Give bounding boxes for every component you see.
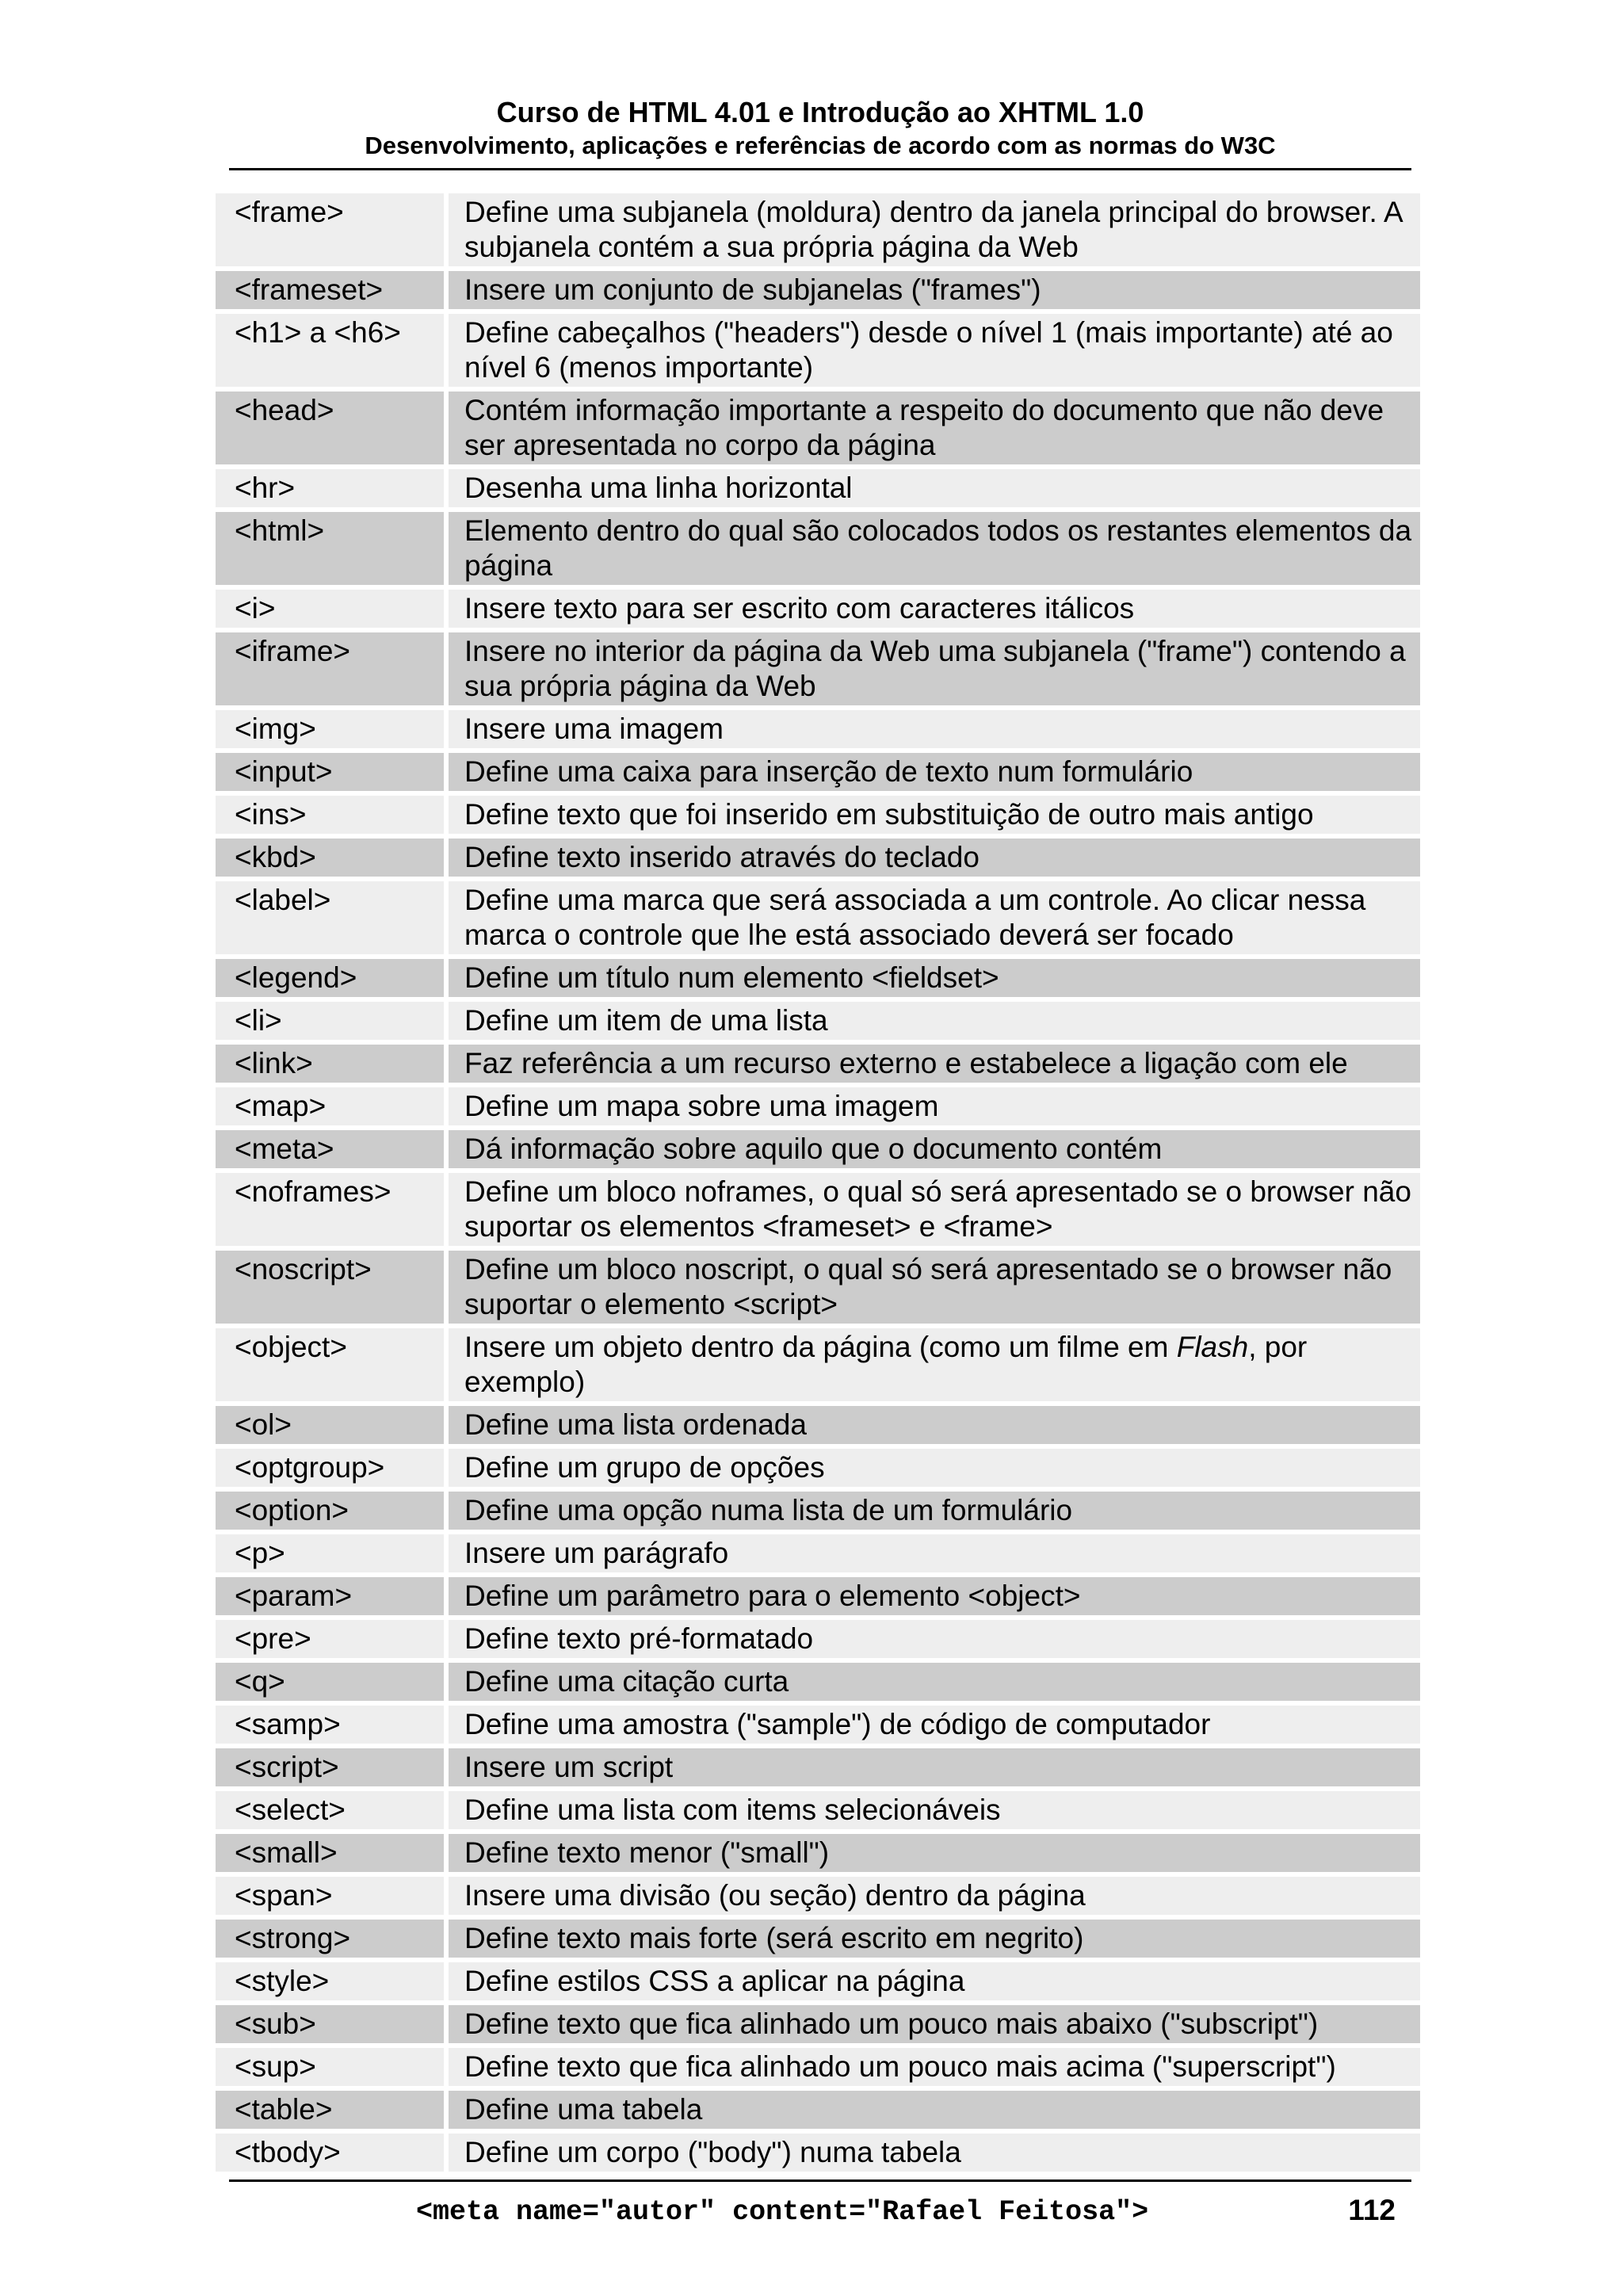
table-row bbox=[216, 632, 1420, 705]
description-cell: Define uma opção numa lista de um formulário bbox=[449, 1492, 1420, 1530]
table-row bbox=[216, 1002, 1420, 1040]
footer-author-meta: <meta name="autor" content="Rafael Feitosa"> bbox=[416, 2196, 1149, 2228]
description-cell: Define uma citação curta bbox=[449, 1663, 1420, 1701]
table-row bbox=[216, 881, 1420, 954]
table-row bbox=[216, 1962, 1420, 2000]
document-title: Curso de HTML 4.01 e Introdução ao XHTML 1.0 bbox=[496, 96, 1144, 128]
table-row bbox=[216, 1492, 1420, 1530]
table-row bbox=[216, 1534, 1420, 1572]
tag-cell: <param> bbox=[216, 1577, 444, 1615]
description-cell: Insere texto para ser escrito com caracteres itálicos bbox=[449, 590, 1420, 628]
tag-cell: <small> bbox=[216, 1834, 444, 1872]
tag-cell: <ol> bbox=[216, 1406, 444, 1444]
tag-cell: <option> bbox=[216, 1492, 444, 1530]
description-cell: Define uma subjanela (moldura) dentro da janela principal do browser. A subjanela contém a sua própria página da Web bbox=[449, 193, 1420, 266]
description-text: , por exemplo) bbox=[464, 1331, 1308, 1398]
table-row bbox=[216, 1577, 1420, 1615]
table-row bbox=[216, 1748, 1420, 1786]
description-cell: Define um mapa sobre uma imagem bbox=[449, 1087, 1420, 1125]
description-cell: Define texto mais forte (será escrito em negrito) bbox=[449, 1920, 1420, 1958]
description-cell: Define uma caixa para inserção de texto num formulário bbox=[449, 753, 1420, 791]
tag-cell: <span> bbox=[216, 1877, 444, 1915]
tag-cell: <select> bbox=[216, 1791, 444, 1829]
description-cell: Define estilos CSS a aplicar na página bbox=[449, 1962, 1420, 2000]
tag-cell: <pre> bbox=[216, 1620, 444, 1658]
description-cell: Define um bloco noscript, o qual só será apresentado se o browser não suportar o elemento <script> bbox=[449, 1251, 1420, 1324]
tag-cell: <script> bbox=[216, 1748, 444, 1786]
tag-cell: <optgroup> bbox=[216, 1449, 444, 1487]
table-row bbox=[216, 710, 1420, 748]
table-row bbox=[216, 1130, 1420, 1168]
tag-cell: <tbody> bbox=[216, 2134, 444, 2172]
tag-cell: <strong> bbox=[216, 1920, 444, 1958]
tag-cell: <frame> bbox=[216, 193, 444, 266]
page-footer bbox=[229, 2179, 1411, 2229]
tag-cell: <map> bbox=[216, 1087, 444, 1125]
description-cell: Define uma lista com items selecionáveis bbox=[449, 1791, 1420, 1829]
description-cell: Define um parâmetro para o elemento <object> bbox=[449, 1577, 1420, 1615]
page-header bbox=[229, 95, 1411, 170]
tag-cell: <noframes> bbox=[216, 1173, 444, 1246]
tag-cell: <noscript> bbox=[216, 1251, 444, 1324]
table-row bbox=[216, 959, 1420, 997]
table-row bbox=[216, 392, 1420, 464]
description-cell bbox=[449, 1328, 1420, 1401]
page-number: 112 bbox=[1348, 2194, 1396, 2226]
table-row bbox=[216, 2048, 1420, 2086]
tag-cell: <html> bbox=[216, 512, 444, 585]
description-cell: Insere um parágrafo bbox=[449, 1534, 1420, 1572]
description-cell: Define uma lista ordenada bbox=[449, 1406, 1420, 1444]
table-row bbox=[216, 1791, 1420, 1829]
description-cell: Define texto menor ("small") bbox=[449, 1834, 1420, 1872]
tag-cell: <label> bbox=[216, 881, 444, 954]
table-row bbox=[216, 590, 1420, 628]
tag-cell: <object> bbox=[216, 1328, 444, 1401]
description-cell: Insere uma imagem bbox=[449, 710, 1420, 748]
description-cell: Contém informação importante a respeito do documento que não deve ser apresentada no corpo da página bbox=[449, 392, 1420, 464]
description-cell: Faz referência a um recurso externo e estabelece a ligação com ele bbox=[449, 1045, 1420, 1083]
description-cell: Define uma amostra ("sample") de código de computador bbox=[449, 1706, 1420, 1744]
description-cell: Insere um conjunto de subjanelas ("frames") bbox=[449, 271, 1420, 309]
table-row bbox=[216, 314, 1420, 387]
tag-cell: <img> bbox=[216, 710, 444, 748]
tag-cell: <meta> bbox=[216, 1130, 444, 1168]
tag-cell: <sup> bbox=[216, 2048, 444, 2086]
tag-cell: <frameset> bbox=[216, 271, 444, 309]
table-row bbox=[216, 1251, 1420, 1324]
description-cell: Dá informação sobre aquilo que o documento contém bbox=[449, 1130, 1420, 1168]
description-cell: Insere uma divisão (ou seção) dentro da página bbox=[449, 1877, 1420, 1915]
tag-cell: <sub> bbox=[216, 2005, 444, 2043]
description-cell: Define um corpo ("body") numa tabela bbox=[449, 2134, 1420, 2172]
table-row bbox=[216, 271, 1420, 309]
table-row bbox=[216, 1620, 1420, 1658]
description-cell: Define texto inserido através do teclado bbox=[449, 839, 1420, 877]
tag-cell: <style> bbox=[216, 1962, 444, 2000]
tag-cell: <input> bbox=[216, 753, 444, 791]
description-cell: Define uma marca que será associada a um controle. Ao clicar nessa marca o controle que lhe está associado deverá ser focado bbox=[449, 881, 1420, 954]
table-row bbox=[216, 2091, 1420, 2129]
description-cell: Define uma tabela bbox=[449, 2091, 1420, 2129]
description-cell: Define um bloco noframes, o qual só será apresentado se o browser não suportar os elementos <frameset> e <frame> bbox=[449, 1173, 1420, 1246]
tag-cell: <link> bbox=[216, 1045, 444, 1083]
tag-cell: <ins> bbox=[216, 796, 444, 834]
description-cell: Define cabeçalhos ("headers") desde o nível 1 (mais importante) até ao nível 6 (menos importante) bbox=[449, 314, 1420, 387]
table-row bbox=[216, 1173, 1420, 1246]
tag-cell: <hr> bbox=[216, 469, 444, 507]
table-row bbox=[216, 1834, 1420, 1872]
description-cell: Define texto que fica alinhado um pouco mais abaixo ("subscript") bbox=[449, 2005, 1420, 2043]
tag-cell: <kbd> bbox=[216, 839, 444, 877]
table-row bbox=[216, 1087, 1420, 1125]
description-cell: Define texto que fica alinhado um pouco mais acima ("superscript") bbox=[449, 2048, 1420, 2086]
description-cell: Elemento dentro do qual são colocados todos os restantes elementos da página bbox=[449, 512, 1420, 585]
description-cell: Define um grupo de opções bbox=[449, 1449, 1420, 1487]
table-row bbox=[216, 1706, 1420, 1744]
description-cell: Define um título num elemento <fieldset> bbox=[449, 959, 1420, 997]
table-row bbox=[216, 2134, 1420, 2172]
table-row bbox=[216, 839, 1420, 877]
table-row bbox=[216, 1877, 1420, 1915]
table-row bbox=[216, 753, 1420, 791]
description-cell: Define texto que foi inserido em substituição de outro mais antigo bbox=[449, 796, 1420, 834]
tag-cell: <h1> a <h6> bbox=[216, 314, 444, 387]
description-cell: Insere no interior da página da Web uma subjanela ("frame") contendo a sua própria página da Web bbox=[449, 632, 1420, 705]
document-subtitle: Desenvolvimento, aplicações e referências de acordo com as normas do W3C bbox=[365, 132, 1276, 159]
description-cell: Insere um script bbox=[449, 1748, 1420, 1786]
table-row bbox=[216, 512, 1420, 585]
table-row bbox=[216, 1406, 1420, 1444]
tag-cell: <samp> bbox=[216, 1706, 444, 1744]
description-cell: Desenha uma linha horizontal bbox=[449, 469, 1420, 507]
table-row bbox=[216, 2005, 1420, 2043]
description-cell: Define texto pré-formatado bbox=[449, 1620, 1420, 1658]
table-row bbox=[216, 1449, 1420, 1487]
tag-cell: <legend> bbox=[216, 959, 444, 997]
table-row bbox=[216, 469, 1420, 507]
description-italic-text: Flash bbox=[1176, 1331, 1249, 1363]
description-cell: Define um item de uma lista bbox=[449, 1002, 1420, 1040]
tag-cell: <head> bbox=[216, 392, 444, 464]
tag-cell: <p> bbox=[216, 1534, 444, 1572]
tag-cell: <q> bbox=[216, 1663, 444, 1701]
table-row bbox=[216, 796, 1420, 834]
table-row bbox=[216, 1328, 1420, 1401]
tag-cell: <i> bbox=[216, 590, 444, 628]
table-row bbox=[216, 193, 1420, 266]
tag-reference-table bbox=[216, 193, 1420, 2176]
tag-cell: <iframe> bbox=[216, 632, 444, 705]
table-row bbox=[216, 1663, 1420, 1701]
table-row bbox=[216, 1920, 1420, 1958]
tag-cell: <table> bbox=[216, 2091, 444, 2129]
tag-cell: <li> bbox=[216, 1002, 444, 1040]
description-text: Insere um objeto dentro da página (como um filme em bbox=[464, 1331, 1177, 1363]
table-row bbox=[216, 1045, 1420, 1083]
